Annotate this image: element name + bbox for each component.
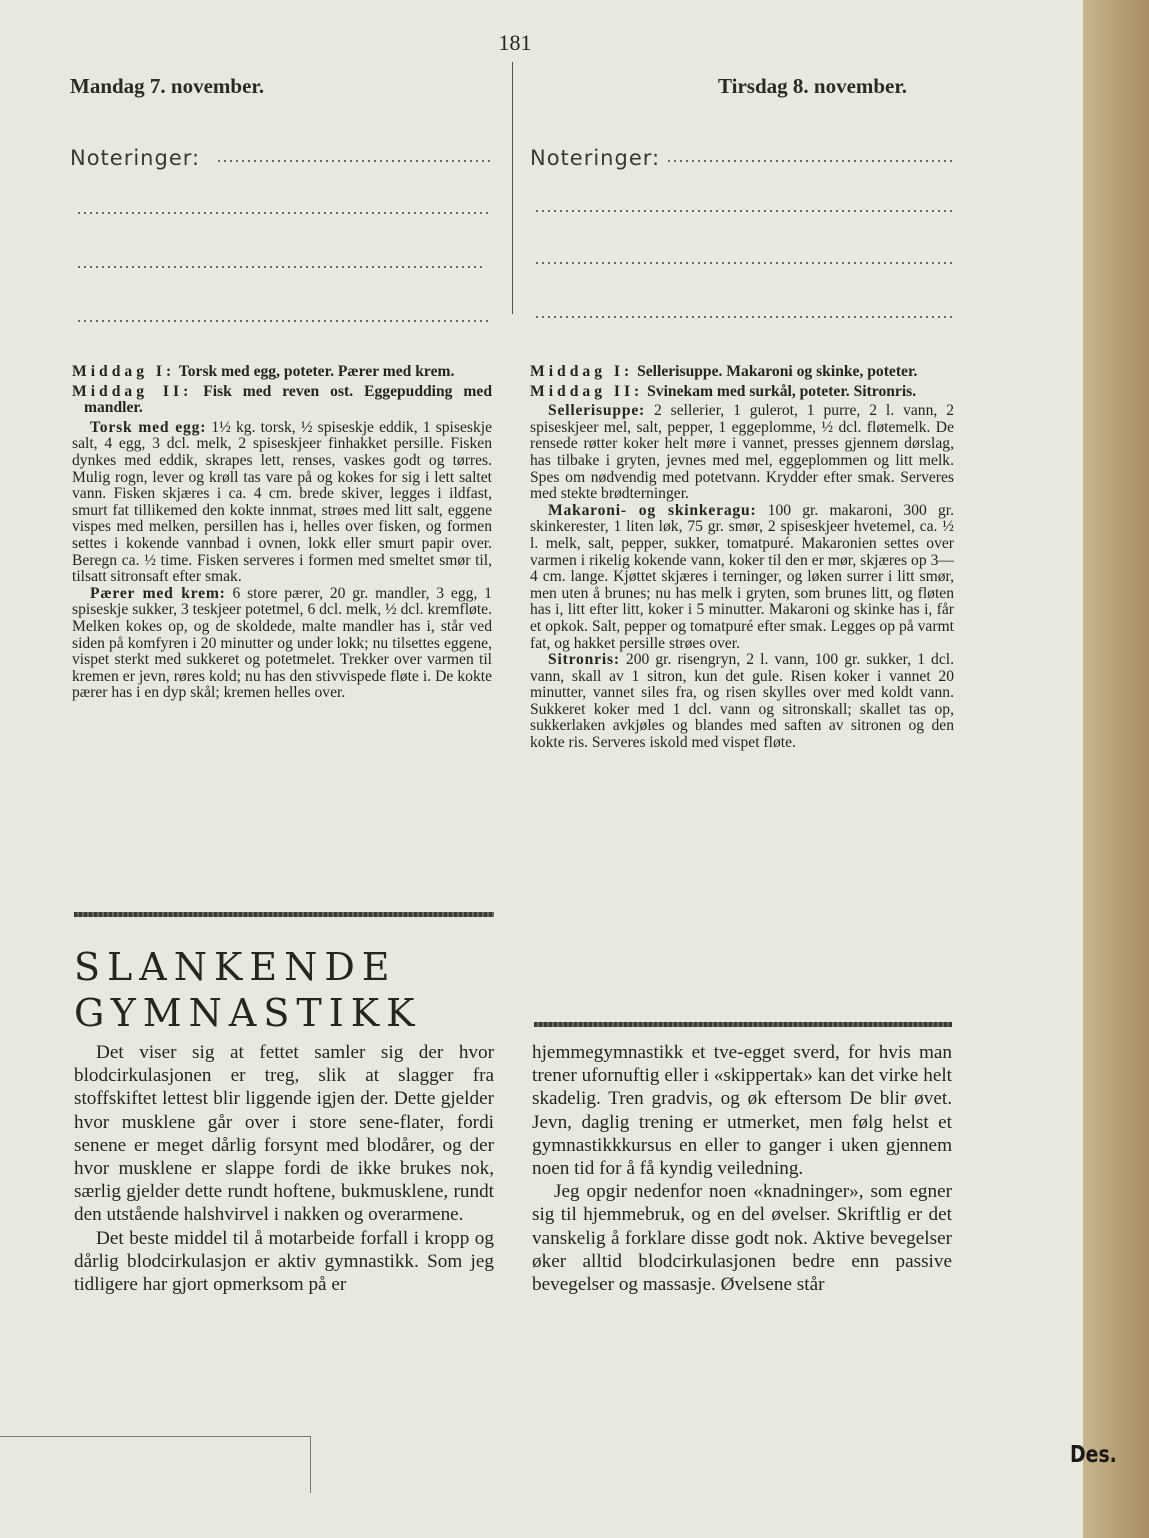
recipe-torsk: Torsk med egg: 1½ kg. torsk, ½ spiseskje eddik, 1 spiseskje salt, 4 egg, 3 dcl. melk, 2 spiseskjeer finhakket persille. Fisken dynkes med eddik, skrapes lett, renses, vaskes godt og tørres. Mulig rogn, lever og krøll tas vare på og kokes for sig i lett saltet vann. Fisken skjæres i ca. 4 cm. brede skiver, legges i ildfast, smurt fat tillikemed den kokte innmat, strøes med litt salt, eggene vispes med melken, persillen has i, helles over fisken, og formen settes i kokende vannbad i ovnen, lokk eller smurt papir over. Beregn ca. ½ time. Fisken serveres i formen med smeltet smør til, tilsatt sitronsaft efter smak. [72,418,493,586]
article-paragraph: Jeg opgir nedenfor noen «knadninger», som egner sig til hjemmebruk, og en del øvelser. Skriftlig er det vanskelig å forklare disse godt nok. Aktive bevegelser øker alltid blodcirkulasjonen bedre enn passive bevegelser og massasje. Øvelsene står [532,1181,952,1296]
article-body-left [74,1041,494,1296]
recipe-paerer: Pærer med krem: 6 store pærer, 20 gr. mandler, 3 egg, 1 spiseskje sukker, 3 teskjeer potetmel, 6 dcl. melk, ½ dcl. kremfløte. Melken kokes op, og de skoldede, malte mandler has i, står ved siden på komfyren i 20 minutter og under lokk; nu tilsettes eggene, vispet sterkt med sukkeret og potetmelet. Trekker over varmen til kremen er jevn, røres kold; nu has den stivvispede fløte i. De kokte pærer has i en dyp skål; kremen helles over. [72,584,492,702]
bottom-corner-box [0,1436,311,1493]
notes-line [76,212,490,214]
article-body-right [532,1041,952,1296]
notes-line [76,320,490,322]
dinner-1-monday: Middag I: Torsk med egg, poteter. Pærer med krem. [72,363,455,380]
notes-label-tuesday: Noteringer: [530,146,661,170]
recipes-tuesday [530,364,954,752]
article-paragraph: Det beste middel til å motarbeide forfall i kropp og dårlig blodcirkulasjon er aktiv gymnastikk. Som jeg tidligere har gjort opmerksom på er [74,1227,494,1296]
notes-line [76,266,486,268]
page-edge [1083,0,1149,1538]
notes-label-monday: Noteringer: [70,146,201,170]
section-rule-right [534,1022,952,1027]
notes-line [534,316,952,318]
notes-line [216,160,490,162]
page-number: 181 [498,30,532,55]
day-title-tuesday: Tirsdag 8. november. [718,74,908,98]
recipe-sellerisuppe: Sellerisuppe: 2 sellerier, 1 gulerot, 1 purre, 2 l. vann, 2 spiseskjeer mel, salt, pepper, 1 eggeplomme, ½ dcl. fløtemelk. De rensede røtter koker helt møre i vannet, presses gjennem dørslag, has tilbake i gryten, jevnes med mel, eggeplommen og litt melk. Spes om nødvendig med potetvann. Krydder efter smak. Serveres med stekte brødterninger. [530,402,954,503]
article-paragraph: Det viser sig at fettet samler sig der hvor blodcirkulasjonen er treg, slik at slagger fra stoffskiftet lettest blir liggende igjen der. Dette gjelder hvor musklene går over i store sene-flater, fordi senene er meget dårlig forsynt med blodårer, og der hvor musklene er slappe fordi de ikke brukes nok, særlig gjelder dette rundt hoftene, bukmusklene, rundt den utstående halshvirvel i nakken og overarmene. [74,1042,494,1226]
recipe-sitronris: Sitronris: 200 gr. risengryn, 2 l. vann, 100 gr. sukker, 1 dcl. vann, skall av 1 sitron, kun det gule. Risen koker i vannet 20 minutter, vannet siles fra, og risen skylles over med koldt vann. Sukkeret koker med 1 dcl. vann og sitronskall; skallet tas op, sukkerlaken avkjøles og blandes med saften av sitronen og den kokte ris. Serveres iskold med vispet fløte. [530,651,954,752]
headline-line-2: GYMNASTIKK [74,991,422,1035]
notes-line [534,210,952,212]
dinner-2-monday: Middag II: Fisk med reven ost. Eggepudding med mandler. [72,382,493,417]
article-headline [74,944,422,1036]
dinner-2-tuesday: Middag II: Svinekam med surkål, poteter. Sitronris. [530,382,917,400]
recipes-monday [72,364,492,702]
day-title-monday: Mandag 7. november. [70,74,265,98]
month-tab: Des. [1070,1442,1117,1468]
section-rule-left [74,912,494,917]
notes-line [666,160,952,162]
recipe-makaroni: Makaroni- og skinkeragu: 100 gr. makaroni, 300 gr. skinkerester, 1 liten løk, 75 gr. smør, 2 spiseskjeer hvetemel, ca. ½ l. melk, salt, pepper, sukker, tomatpuré. Makaronien settes over varmen i rikelig kokende vann, koker til den er mør, skjæres op 3—4 cm. lange. Kjøttet skjæres i terninger, og løken surrer i litt smør, men uten å brunes; nu has melk i gryten, som brunes litt, og fløten has i, litt efter litt, koker i 5 minutter. Makaroni og skinke has i, får et opkok. Salt, pepper og tomatpuré efter smak. Legges op på varmt fat, og hakket persille strøes over. [530,501,954,652]
notes-line [534,262,952,264]
headline-line-1: SLANKENDE [74,945,397,989]
dinner-1-tuesday: Middag I: Sellerisuppe. Makaroni og skinke, poteter. [530,363,918,380]
article-paragraph: hjemmegymnastikk et tve-egget sverd, for hvis man trener ufornuftig eller i «skippertak» kan det virke helt skadelig. Tren gradvis, og øk eftersom De blir øvet. Jevn, daglig trening er utmerket, men følg helst et gymnastikkkursus en eller to ganger i uken gjennem noen tid for å få kyndig veiledning. [532,1042,952,1180]
column-divider [512,62,513,314]
